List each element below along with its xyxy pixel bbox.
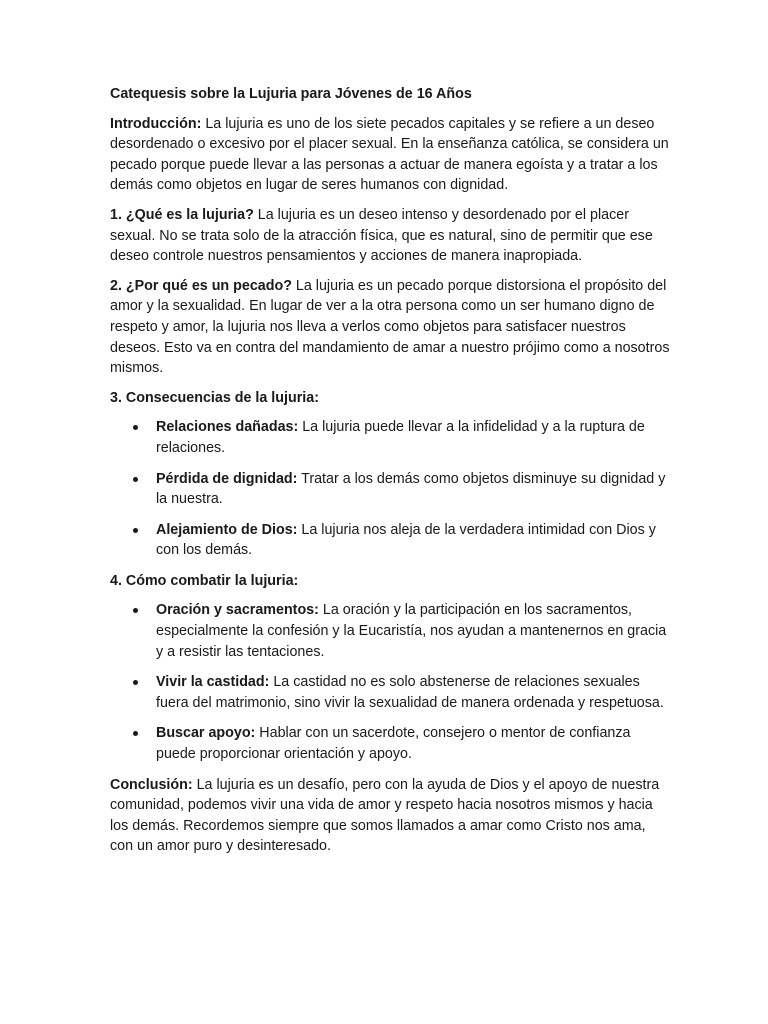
list-item <box>110 600 670 662</box>
list-item <box>110 723 670 764</box>
combat-list <box>110 600 670 764</box>
section3-heading: 3. Consecuencias de la lujuria: <box>110 389 319 406</box>
conclusion-text: La lujuria es un desafío, pero con la ayuda de Dios y el apoyo de nuestra comunidad, podemos vivir una vida de amor y respeto hacia nosotros mismos y hacia los demás. Recordemos siempre que somos llamados a amar como Cristo nos ama, con un amor puro y desinteresado. <box>110 776 660 855</box>
bullet-icon <box>133 477 138 482</box>
list-item <box>110 672 670 713</box>
bullet-icon <box>133 680 138 685</box>
list-item-text: La oración y la participación en los sacramentos, especialmente la confesión y la Eucaristía, nos ayudan a mantenernos en gracia y a resistir las tentaciones. <box>156 602 667 660</box>
list-item-text: Tratar a los demás como objetos disminuye su dignidad y la nuestra. <box>156 470 666 508</box>
list-item-text: La lujuria puede llevar a la infidelidad y a la ruptura de relaciones. <box>156 419 645 456</box>
q2-label: 2. ¿Por qué es un pecado? <box>110 277 292 294</box>
section4-heading: 4. Cómo combatir la lujuria: <box>110 572 299 589</box>
q2-paragraph <box>110 276 670 379</box>
list-item-text: La castidad no es solo abstenerse de relaciones sexuales fuera del matrimonio, sino vivir la sexualidad de manera ordenada y respetuosa. <box>156 674 664 711</box>
list-item <box>110 417 670 458</box>
list-item-text: La lujuria nos aleja de la verdadera intimidad con Dios y con los demás. <box>156 521 656 559</box>
list-item-label: Pérdida de dignidad: <box>156 470 298 487</box>
q1-paragraph <box>110 205 670 267</box>
list-item-label: Alejamiento de Dios: <box>156 521 298 538</box>
document-title: Catequesis sobre la Lujuria para Jóvenes de 16 Años <box>110 86 472 102</box>
intro-text: La lujuria es uno de los siete pecados capitales y se refiere a un deseo desordenado o excesivo por el placer sexual. En la enseñanza católica, se considera un pecado porque puede llevar a las personas a actuar de manera egoísta y a tratar a los demás como objetos en lugar de seres humanos con dignidad. <box>110 115 669 194</box>
conclusion-label: Conclusión: <box>110 776 193 793</box>
bullet-icon <box>133 608 138 613</box>
consequences-list <box>110 417 670 561</box>
bullet-icon <box>133 528 138 533</box>
list-item <box>110 469 670 510</box>
list-item-label: Vivir la castidad: <box>156 674 270 691</box>
q1-text: La lujuria es un deseo intenso y desordenado por el placer sexual. No se trata solo de la atracción física, que es natural, sino de permitir que ese deseo controle nuestros pensamientos y acciones de manera inapropiada. <box>110 206 653 265</box>
list-item-text: Hablar con un sacerdote, consejero o mentor de confianza puede proporcionar orientación y apoyo. <box>156 725 631 763</box>
bullet-icon <box>133 731 138 736</box>
intro-label: Introducción: <box>110 115 202 132</box>
bullet-icon <box>133 425 138 430</box>
intro-paragraph <box>110 114 670 196</box>
list-item-label: Oración y sacramentos: <box>156 602 319 619</box>
list-item-label: Relaciones dañadas: <box>156 419 299 436</box>
q1-label: 1. ¿Qué es la lujuria? <box>110 206 254 223</box>
list-item <box>110 520 670 561</box>
list-item-label: Buscar apoyo: <box>156 725 256 742</box>
q2-text: La lujuria es un pecado porque distorsiona el propósito del amor y la sexualidad. En lugar de ver a la otra persona como un ser humano digno de respeto y amor, la lujuria nos lleva a verlos como objetos para satisfacer nuestros deseos. Esto va en contra del mandamiento de amar a nuestro prójimo como a nosotros mismos. <box>110 277 670 377</box>
document-body <box>110 84 670 866</box>
conclusion-paragraph <box>110 775 670 857</box>
